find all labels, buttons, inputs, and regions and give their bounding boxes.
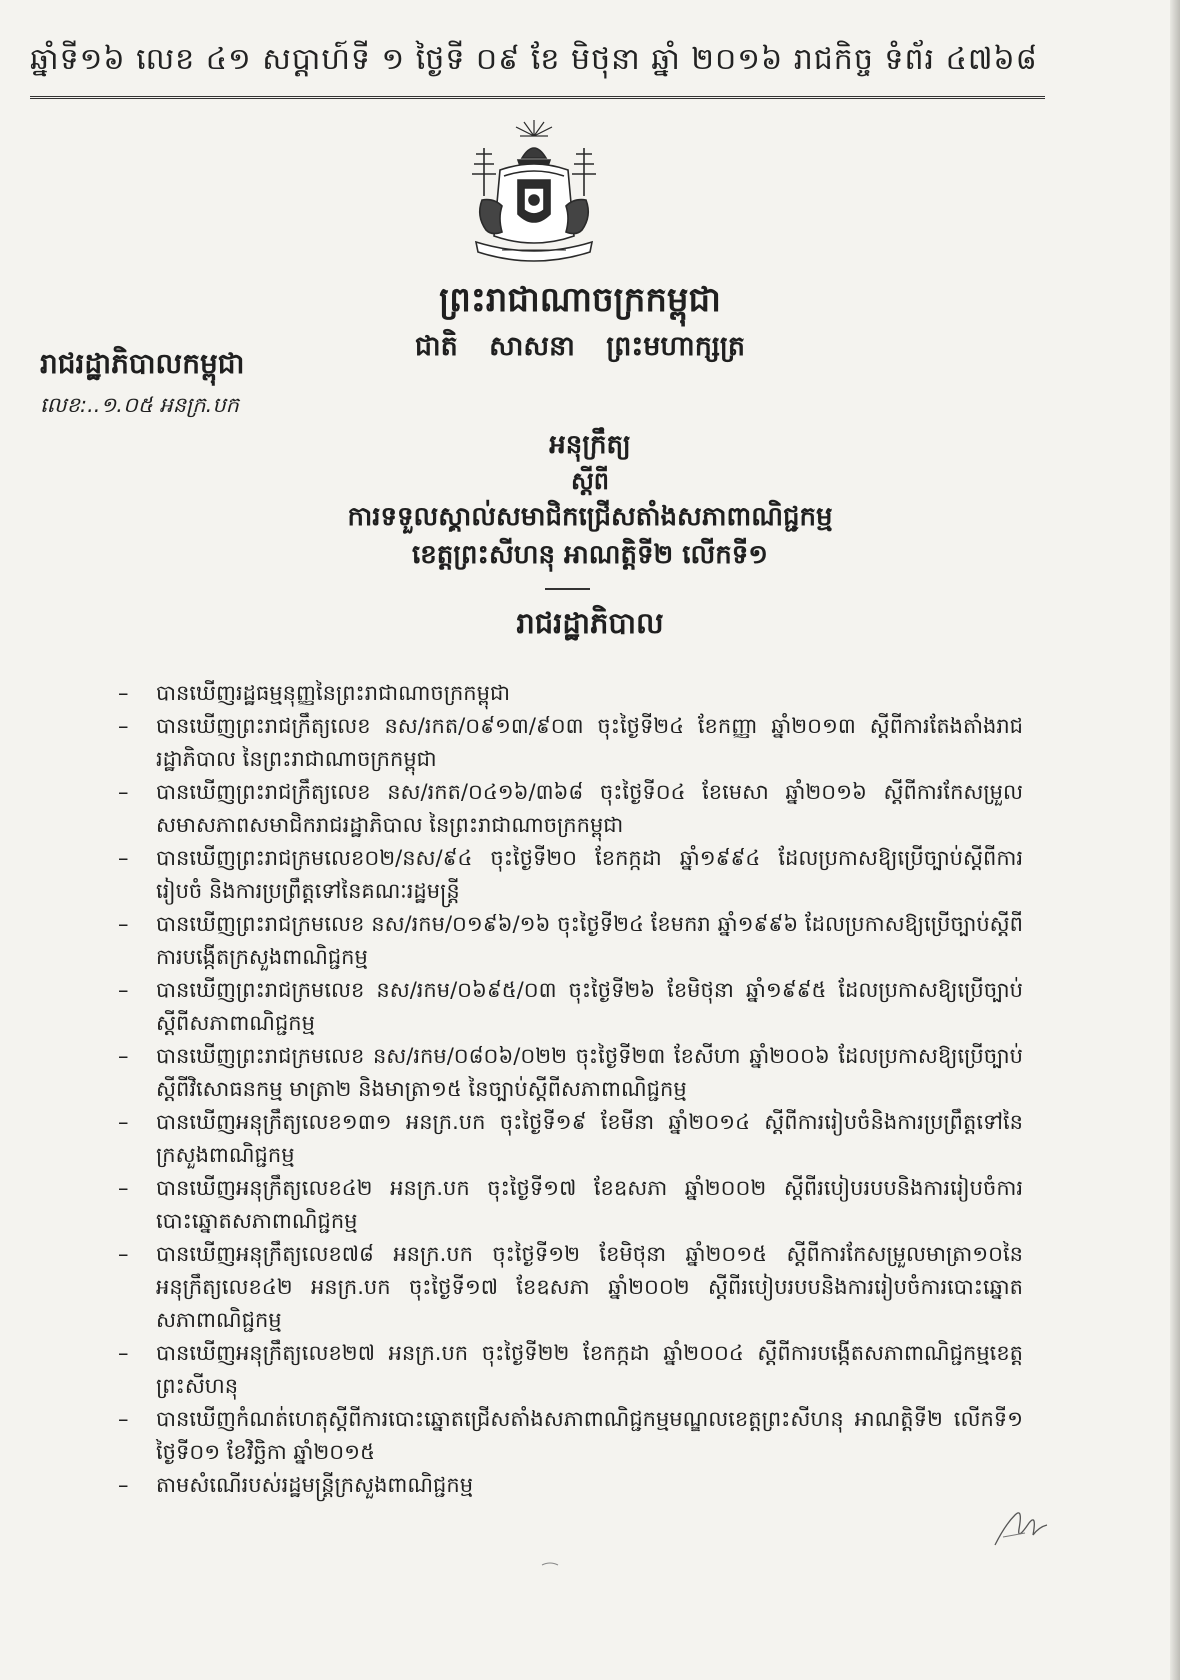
recital-item	[118, 677, 1023, 710]
recital-item	[118, 1172, 1023, 1238]
recital-item	[118, 1238, 1023, 1337]
recital-item	[118, 1403, 1023, 1469]
subject-line-2: ខេត្តព្រះសីហនុ អាណត្តិទី២ លើកទី១	[412, 540, 768, 570]
subject-line-1: ការទទួលស្គាល់សមាជិកជ្រើសតាំងសភាពាណិជ្ជកម្ម	[347, 502, 833, 532]
kingdom-title: ព្រះរាជាណាចក្រកម្ពុជា	[439, 280, 721, 320]
recital-text: បានឃើញព្រះរាជក្រឹត្យលេខ នស/រកត/០៩១៣/៩០៣ ចុះថ្ងៃទី២៤ ខែកញ្ញា ឆ្នាំ២០១៣ ស្តីពីការតែងតាំងរាជរដ្ឋាភិបាល នៃព្រះរាជាណាចក្រកម្ពុជា	[156, 714, 1023, 771]
recital-text: បានឃើញព្រះរាជក្រមលេខ នស/រកម/០១៩៦/១៦ ចុះថ្ងៃទី២៤ ខែមករា ឆ្នាំ១៩៩៦ ដែលប្រកាសឱ្យប្រើច្បាប់ស្តីពីការបង្កើតក្រសួងពាណិជ្ជកម្ម	[156, 912, 1023, 969]
section-heading: រាជរដ្ឋាភិបាល	[516, 606, 664, 640]
reference-number: លេខ:..១.០៥ អនក្រ.បក	[40, 393, 239, 417]
bullet-dash: –	[118, 1242, 129, 1266]
gazette-header-line: ឆ្នាំទី១៦ លេខ ៤១ សប្តាហ៍ទី ១ ថ្ងៃទី ០៩ ខែ មិថុនា ឆ្នាំ ២០១៦ រាជកិច្ច ទំព័រ ៤៧៦៨	[30, 42, 1038, 77]
royal-coat-of-arms-icon	[462, 118, 607, 273]
recital-item	[118, 1106, 1023, 1172]
recital-text: បានឃើញកំណត់ហេតុស្តីពីការបោះឆ្នោតជ្រើសតាំងសភាពាណិជ្ជកម្មមណ្ឌលខេត្តព្រះសីហនុ អាណត្តិទី២ លើកទី១ ថ្ងៃទី០១ ខែវិច្ឆិកា ឆ្នាំ២០១៥	[156, 1407, 1023, 1464]
recital-text: បានឃើញរដ្ឋធម្មនុញ្ញនៃព្រះរាជាណាចក្រកម្ពុជា	[156, 681, 510, 705]
bullet-dash: –	[118, 1044, 129, 1068]
recital-item	[118, 842, 1023, 908]
section-divider	[545, 588, 590, 590]
recital-text: បានឃើញអនុក្រឹត្យលេខ៧៨ អនក្រ.បក ចុះថ្ងៃទី១២ ខែមិថុនា ឆ្នាំ២០១៥ ស្តីពីការកែសម្រួលមាត្រា១០នៃអនុក្រឹត្យលេខ៤២ អនក្រ.បក ចុះថ្ងៃទី១៧ ខែឧសភា ឆ្នាំ២០០២ ស្តីពីរបៀបរបបនិងការរៀបចំការបោះឆ្នោតសភាពាណិជ្ជកម្ម	[156, 1242, 1023, 1332]
recital-text: បានឃើញអនុក្រឹត្យលេខ១៣១ អនក្រ.បក ចុះថ្ងៃទី១៩ ខែមីនា ឆ្នាំ២០១៤ ស្តីពីការរៀបចំនិងការប្រព្រឹត្តទៅនៃក្រសួងពាណិជ្ជកម្ម	[156, 1110, 1023, 1167]
recital-item	[118, 974, 1023, 1040]
initial-signature-mark	[985, 1485, 1055, 1555]
recital-item	[118, 1040, 1023, 1106]
recital-item	[118, 776, 1023, 842]
recital-text: បានឃើញព្រះរាជក្រឹត្យលេខ នស/រកត/០៤១៦/៣៦៨ ចុះថ្ងៃទី០៤ ខែមេសា ឆ្នាំ២០១៦ ស្តីពីការកែសម្រួលសមាសភាពសមាជិករាជរដ្ឋាភិបាល នៃព្រះរាជាណាចក្រកម្ពុជា	[156, 780, 1023, 837]
national-motto: ជាតិ សាសនា ព្រះមហាក្សត្រ	[414, 331, 746, 362]
bullet-dash: –	[118, 714, 129, 738]
recitals-list	[118, 677, 1023, 1502]
bullet-dash: –	[118, 912, 129, 936]
scan-edge-shadow	[1170, 0, 1180, 1680]
recital-text: បានឃើញអនុក្រឹត្យលេខ២៧ អនក្រ.បក ចុះថ្ងៃទី២២ ខែកក្កដា ឆ្នាំ២០០៤ ស្តីពីការបង្កើតសភាពាណិជ្ជកម្មខេត្តព្រះសីហនុ	[156, 1341, 1023, 1398]
bullet-dash: –	[118, 1473, 129, 1497]
recital-text: តាមសំណើរបស់រដ្ឋមន្ត្រីក្រសួងពាណិជ្ជកម្ម	[156, 1473, 474, 1497]
subject-label: ស្តីពី	[570, 467, 610, 495]
recital-item	[118, 710, 1023, 776]
recital-item	[118, 908, 1023, 974]
recital-text: បានឃើញព្រះរាជក្រមលេខ នស/រកម/០៦៩៥/០៣ ចុះថ្ងៃទី២៦ ខែមិថុនា ឆ្នាំ១៩៩៥ ដែលប្រកាសឱ្យប្រើច្បាប់ស្តីពីសភាពាណិជ្ជកម្ម	[156, 978, 1023, 1035]
bullet-dash: –	[118, 1407, 129, 1431]
bullet-dash: –	[118, 1176, 129, 1200]
bullet-dash: –	[118, 1110, 129, 1134]
recital-item	[118, 1337, 1023, 1403]
recital-text: បានឃើញព្រះរាជក្រមលេខ០២/នស/៩៤ ចុះថ្ងៃទី២០ ខែកក្កដា ឆ្នាំ១៩៩៤ ដែលប្រកាសឱ្យប្រើច្បាប់ស្តីពីការរៀបចំ និងការប្រព្រឹត្តទៅនៃគណៈរដ្ឋមន្ត្រី	[156, 846, 1023, 903]
recital-text: បានឃើញអនុក្រឹត្យលេខ៤២ អនក្រ.បក ចុះថ្ងៃទី១៧ ខែឧសភា ឆ្នាំ២០០២ ស្តីពីរបៀបរបបនិងការរៀបចំការបោះឆ្នោតសភាពាណិជ្ជកម្ម	[156, 1176, 1023, 1233]
footer-mark	[540, 1560, 560, 1570]
bullet-dash: –	[118, 1341, 129, 1365]
header-double-rule	[30, 96, 1045, 99]
bullet-dash: –	[118, 681, 129, 705]
issuing-authority: រាជរដ្ឋាភិបាលកម្ពុជា	[40, 347, 245, 380]
document-type: អនុក្រឹត្យ	[549, 430, 631, 460]
recital-item	[118, 1469, 1023, 1502]
recital-text: បានឃើញព្រះរាជក្រមលេខ នស/រកម/០៨០៦/០២២ ចុះថ្ងៃទី២៣ ខែសីហា ឆ្នាំ២០០៦ ដែលប្រកាសឱ្យប្រើច្បាប់ស្តីពីវិសោធនកម្ម មាត្រា២ និងមាត្រា១៥ នៃច្បាប់ស្តីពីសភាពាណិជ្ជកម្ម	[156, 1044, 1023, 1101]
bullet-dash: –	[118, 780, 129, 804]
bullet-dash: –	[118, 846, 129, 870]
bullet-dash: –	[118, 978, 129, 1002]
